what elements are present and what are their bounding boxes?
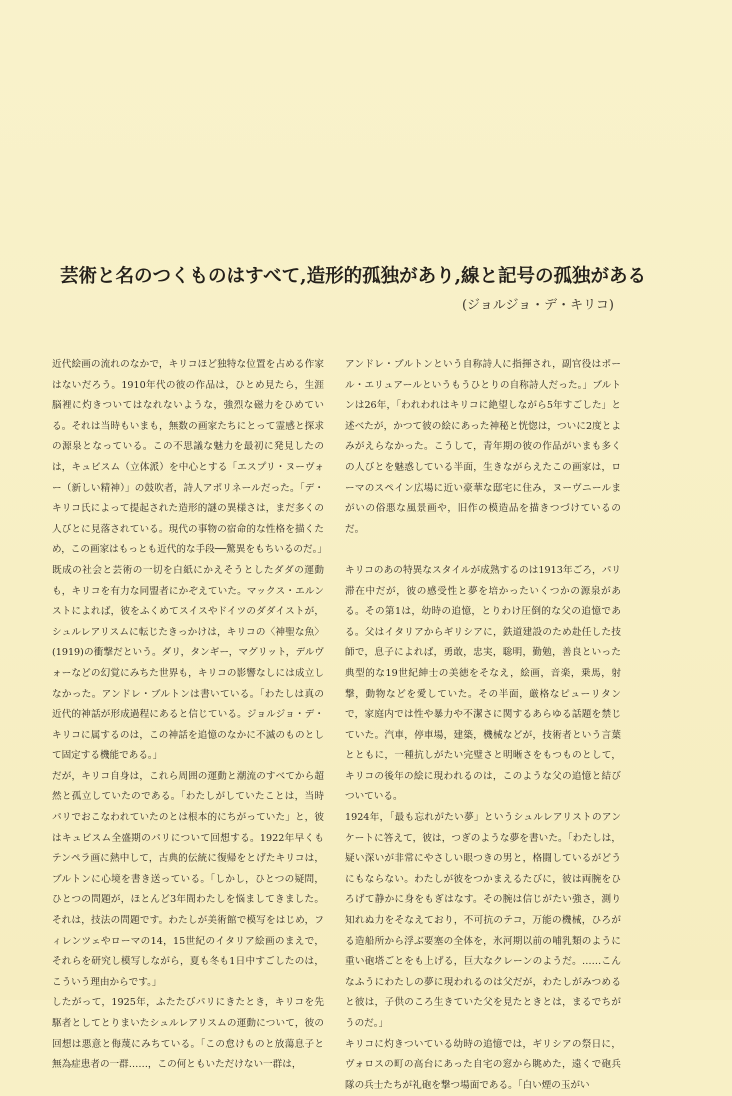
text-column-right [345, 355, 621, 1096]
paragraph: 既成の社会と芸術の一切を白紙にかえそうとしたダダの運動も，キリコを有力な同盟者にかぞえていた。マックス・エルンストによれば，彼をふくめてスイスやドイツのダダイストが，シュルレアリスムに転じたきっかけは，キリコの〈神聖な魚〉(1919)の衝撃だという。ダリ，タンギー，マグリット，デルヴォーなどの幻覚にみちた世界も，キリコの影響なしには成立しなかった。アンドレ・ブルトンは書いている。「わたしは真の近代的神話が形成過程にあると信じている。ジョルジョ・デ・キリコに属するのは，この神話を追憶のなかに不滅のものとして固定する機能である。」 [52, 564, 324, 762]
text-column-left [52, 355, 327, 1076]
paragraph: キリコに灼きついている幼時の追憶では，ギリシアの祭日に，ヴォロスの町の高台にあった自宅の窓から眺めた，遠くで砲兵隊の兵士たちが礼砲を撃つ場面である。「白い煙の玉がい [345, 1038, 621, 1091]
paragraph: 近代絵画の流れのなかで，キリコほど独特な位置を占める作家はないだろう。1910年代の彼の作品は，ひとめ見たら，生涯脳裡に灼きついてはなれないような，強烈な磁力をひめている。それは当時もいまも，無数の画家たちにとって霊感と探求の源泉となっている。この不思議な魅力を最初に発見したのは，キュビスム（立体派）を中心とする「エスプリ・ヌーヴォー（新しい精神）」の鼓吹者，詩人アポリネールだった。「デ・キリコ氏によって提起された造形的謎の異様さは，まだ多くの人びとに見落されている。現代の事物の宿命的な性格を描くため，この画家はもっとも近代的な手段──驚異をもちいるのだ。」 [52, 359, 327, 556]
paragraph: キリコのあの特異なスタイルが成熟するのは1913年ごろ，パリ滞在中だが，彼の感受性と夢を培かったいくつかの源泉がある。その第1は，幼時の追憶，とりわけ圧倒的な父の追憶である。父はイタリアからギリシアに，鉄道建設のため赴任した技師で，息子によれば，勇敢，忠実，聡明，勤勉，善良といった典型的な19世紀紳士の美徳をそなえ，絵画，音楽，乗馬，射撃，動物などを愛していた。その半面，厳格なピューリタンで，家庭内では性や暴力や不潔さに関するあらゆる話題を禁じていた。汽車，停車場，建築，機械などが，技術者という言葉とともに，一種抗しがたい完璧さと明晰さをもつものとして，キリコの後年の絵に現われるのは，このような父の追憶と結びついている。 [345, 564, 621, 803]
paragraph: したがって，1925年，ふたたびパリにきたとき，キリコを先駆者としてとりまいたシュルレアリスムの運動について，彼の回想は悪意と侮蔑にみちている。「この怠けものと放蕩息子と無為症患者の一群……，この何ともいただけない一群は， [52, 997, 324, 1071]
paragraph: だが，キリコ自身は，これら周囲の運動と潮流のすべてから超然と孤立していたのである。「わたしがしていたことは，当時パリでおこなわれていたのとは根本的にちがっていた」と，彼はキュビスム全盛期のパリについて回想する。1922年早くもテンペラ画に熱中して，古典的伝統に復帰をとげたキリコは，ブルトンに心境を書き送っている。「しかし，ひとつの疑問，ひとつの問題が，ほとんど3年間わたしを悩ましてきました。それは，技法の問題です。わたしが美術館で模写をはじめ，フィレンツェやローマの14，15世紀のイタリア絵画のまえで，それらを研究し模写しながら，夏も冬も1日中すごしたのは，こういう理由からです。」 [52, 770, 324, 988]
article-headline: 芸術と名のつくものはすべて,造形的孤独があり,線と記号の孤独がある [60, 266, 647, 287]
paragraph: アンドレ・ブルトンという自称詩人に指揮され，副官役はポール・エリュアールというもうひとりの自称詩人だった。」ブルトンは26年，「われわれはキリコに絶望しながら5年すごした」と述べたが，かつて彼の絵にあった神秘と恍惚は，ついに2度とよみがえらなかった。こうして，青年期の彼の作品がいまも多くの人びとを魅惑している半面，生きながらえたこの画家は，ローマのスペイン広場に近い豪華な邸宅に住み，ヌーヴニールまがいの俗悪な風景画や，旧作の模造品を描きつづけているのだ。 [345, 359, 621, 535]
paragraph: 1924年，「最も忘れがたい夢」というシュルレアリストのアンケートに答えて，彼は，つぎのような夢を書いた。「わたしは，疑い深いが非常にやさしい眼つきの男と，格闘しているがどうにもならない。わたしが彼をつかまえるたびに，彼は両腕をひろげて静かに身をもぎはなす。その腕は信じがたい強さ，測り知れぬ力をそなえており，不可抗のテコ，万能の機械，ひろがる造船所から浮ぶ要塞の全体を，氷河期以前の哺乳類のように重い砲塔ごとをも上げる，巨大なクレーンのようだ。……こんなふうにわたしの夢に現われるのは父だが，わたしがみつめると彼は，子供のころ生きていた父を見たときとは，まるでちがうのだ。」 [345, 812, 621, 1029]
article-attribution: (ジョルジョ・デ・キリコ) [461, 298, 614, 313]
